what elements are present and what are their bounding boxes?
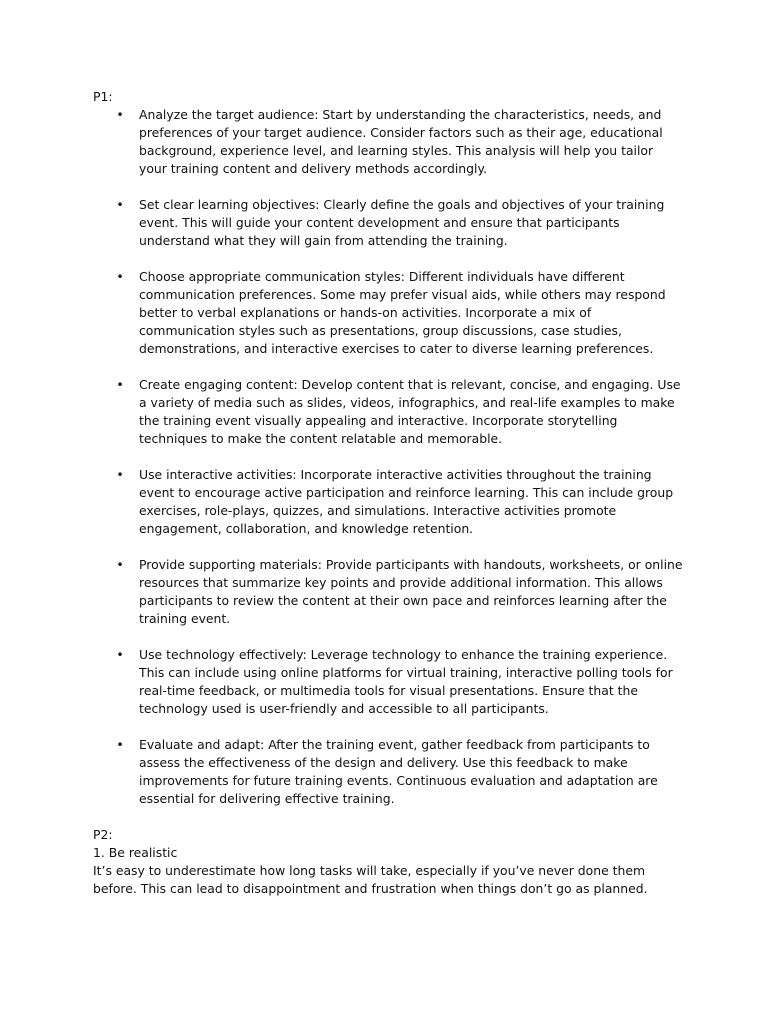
list-item — [93, 466, 683, 538]
list-item-text: Use interactive activities: Incorporate interactive activities throughout the training event to encourage active participation and reinforce learning. This can include group exercises, role-plays, quizzes, and simulations. Interactive activities promote engagement, collaboration, and knowledge retention. — [139, 467, 674, 536]
p2-section — [93, 826, 683, 898]
p2-body: It’s easy to underestimate how long tasks will take, especially if you’ve never done them before. This can lead to disappointment and frustration when things don’t go as planned. — [93, 863, 648, 896]
list-item — [93, 196, 683, 250]
bullet-icon: • — [116, 467, 124, 482]
list-item-text: Create engaging content: Develop content that is relevant, concise, and engaging. Use a variety of media such as slides, videos, infographics, and real-life examples to make the training event visually appealing and interactive. Incorporate storytelling techniques to make the content relatable and memorable. — [139, 377, 681, 446]
list-item-text: Provide supporting materials: Provide participants with handouts, worksheets, or online resources that summarize key points and provide additional information. This allows participants to review the content at their own pace and reinforces learning after the training event. — [139, 557, 683, 626]
list-item — [93, 268, 683, 358]
document-body — [93, 88, 683, 898]
bullet-icon: • — [116, 647, 124, 662]
list-item — [93, 556, 683, 628]
bullet-icon: • — [116, 197, 124, 212]
list-item-text: Evaluate and adapt: After the training event, gather feedback from participants to assess the effectiveness of the design and delivery. Use this feedback to make improvements for future training events. Continuous evaluation and adaptation are essential for delivering effective training. — [139, 737, 658, 806]
bullet-icon: • — [116, 269, 124, 284]
p2-heading: 1. Be realistic — [93, 845, 178, 860]
list-item-text: Analyze the target audience: Start by understanding the characteristics, needs, and preferences of your target audience. Consider factors such as their age, educational background, experience level, and learning styles. This analysis will help you tailor your training content and delivery methods accordingly. — [139, 107, 663, 176]
p1-label: P1: — [93, 89, 113, 104]
list-item-text: Use technology effectively: Leverage technology to enhance the training experience. This can include using online platforms for virtual training, interactive polling tools for real-time feedback, or multimedia tools for visual presentations. Ensure that the technology used is user-friendly and accessible to all participants. — [139, 647, 673, 716]
bullet-icon: • — [116, 107, 124, 122]
list-item-text: Choose appropriate communication styles: Different individuals have different communication preferences. Some may prefer visual aids, while others may respond better to verbal explanations or hands-on activities. Incorporate a mix of communication styles such as presentations, group discussions, case studies, demonstrations, and interactive exercises to cater to diverse learning preferences. — [139, 269, 666, 356]
list-item — [93, 376, 683, 448]
bullet-icon: • — [116, 377, 124, 392]
bullet-icon: • — [116, 557, 124, 572]
list-item-text: Set clear learning objectives: Clearly define the goals and objectives of your training event. This will guide your content development and ensure that participants understand what they will gain from attending the training. — [139, 197, 665, 248]
p1-bullet-list — [93, 106, 683, 808]
bullet-icon: • — [116, 737, 124, 752]
p2-label: P2: — [93, 827, 113, 842]
list-item — [93, 106, 683, 178]
list-item — [93, 736, 683, 808]
list-item — [93, 646, 683, 718]
